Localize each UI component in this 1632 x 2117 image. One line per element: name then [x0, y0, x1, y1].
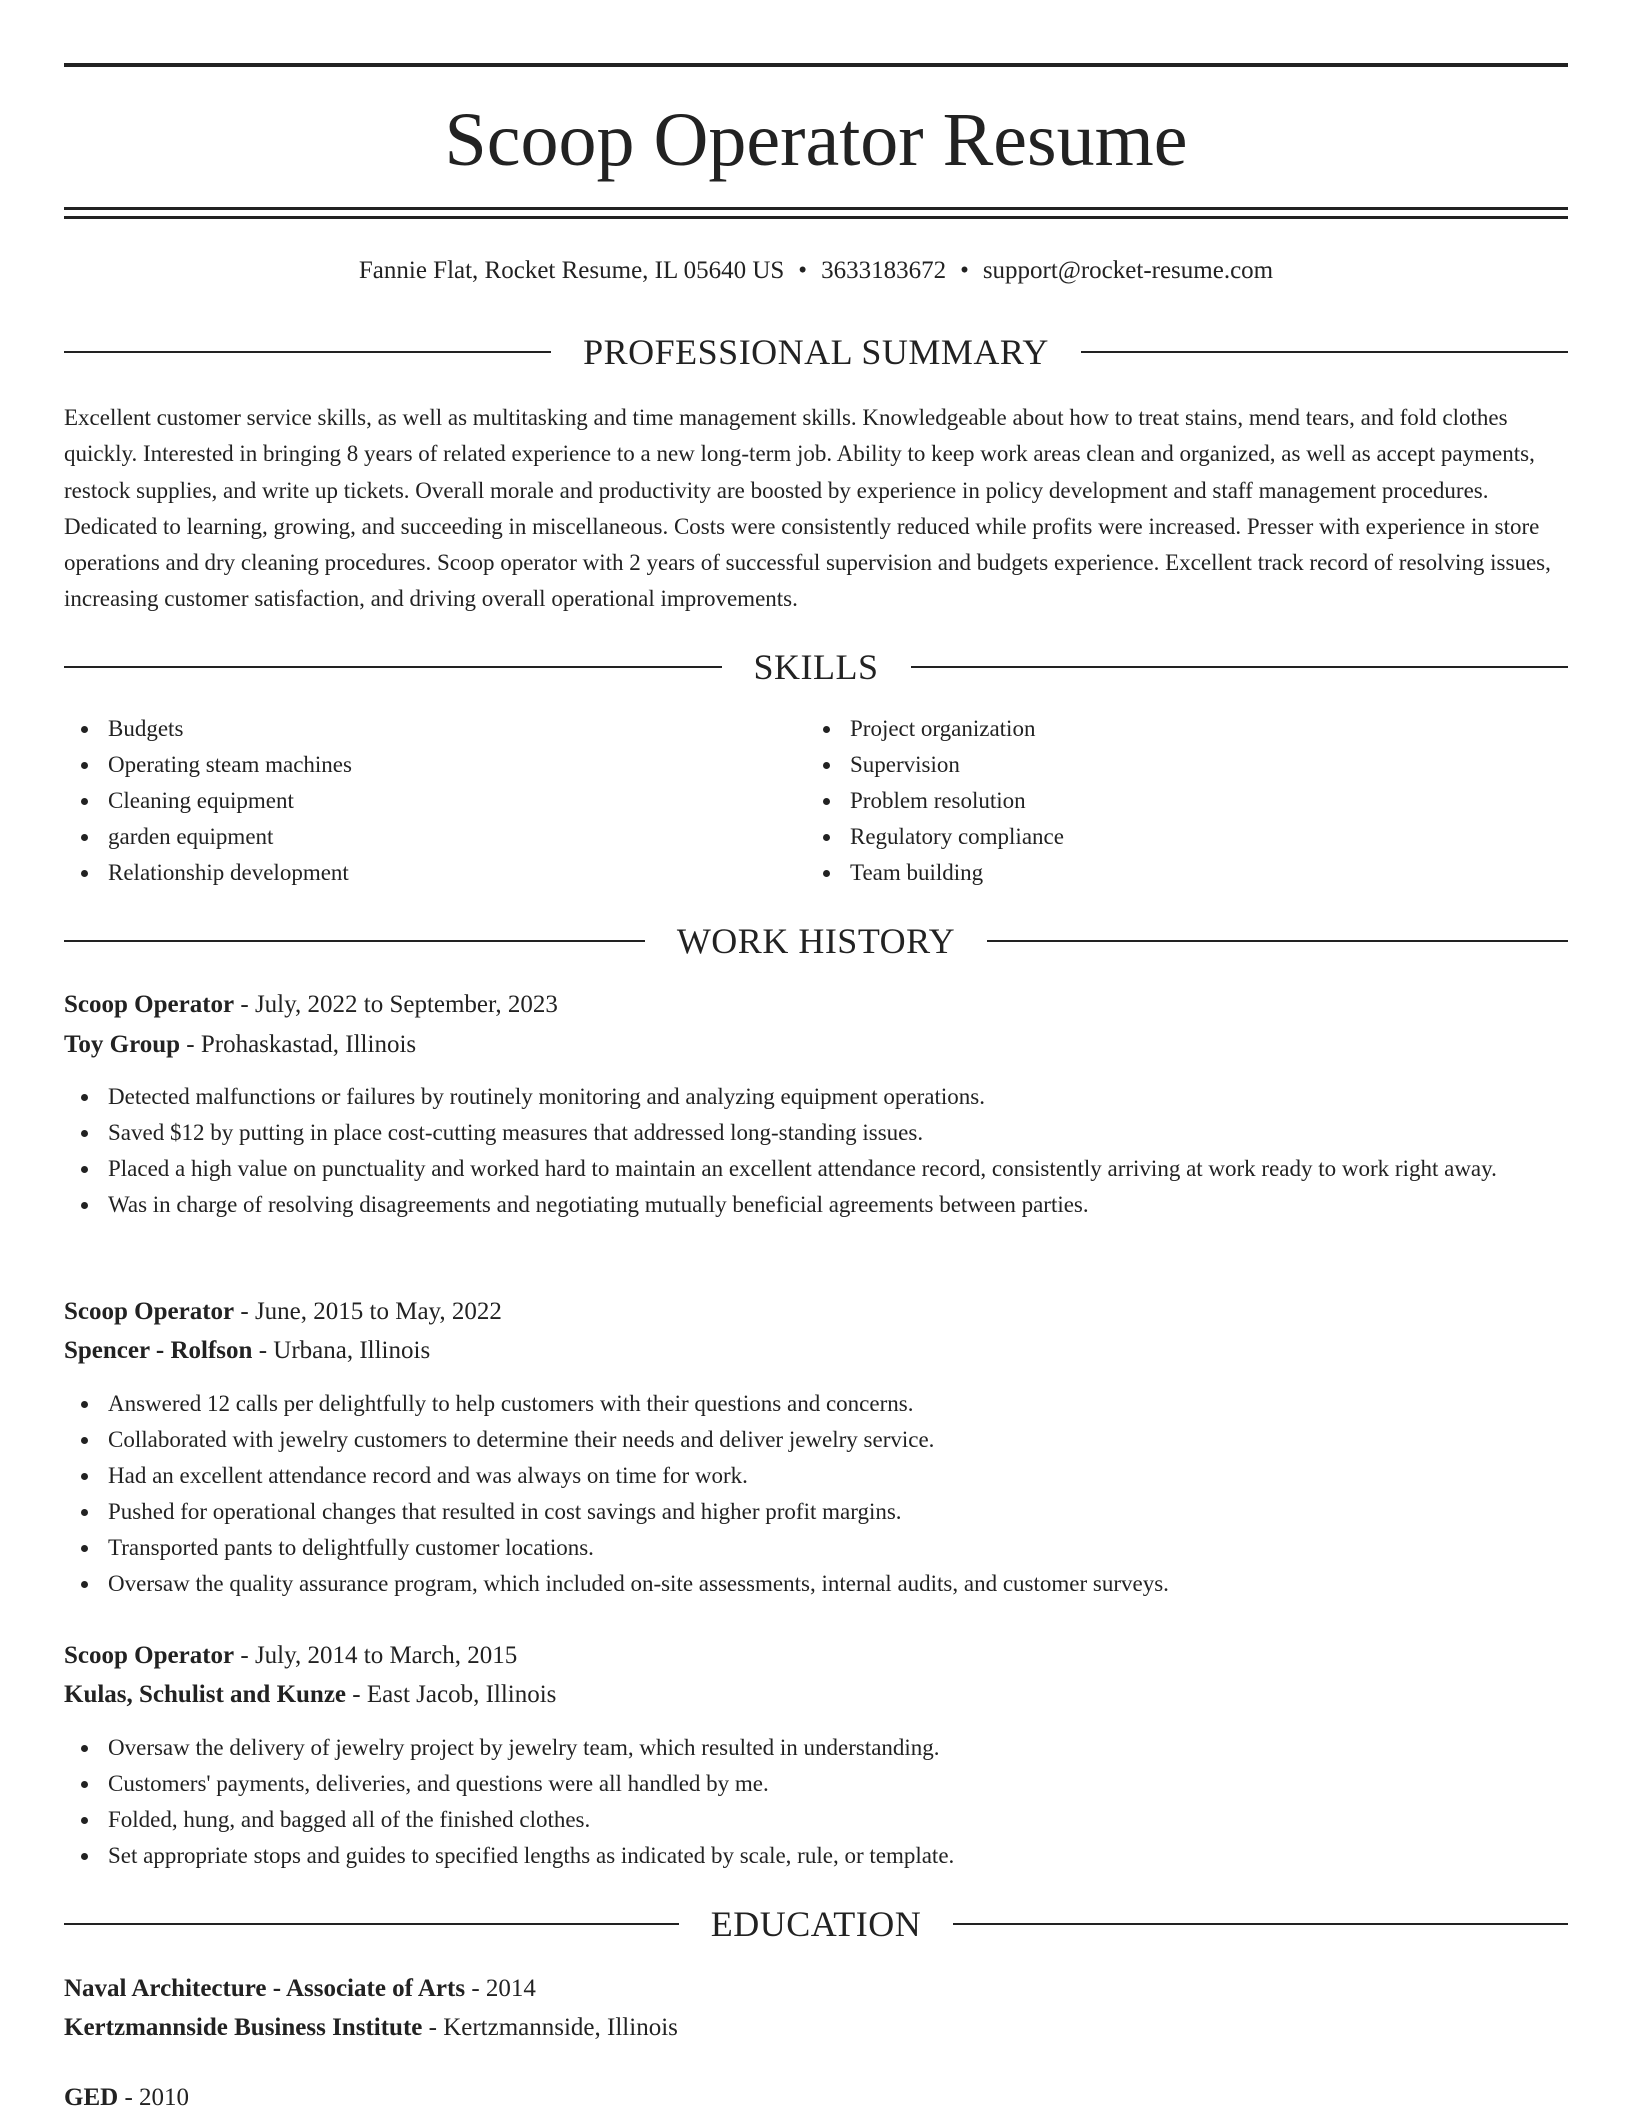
job-bullet: Answered 12 calls per delightfully to help customers with their questions and concerns.	[64, 1386, 1568, 1422]
heading-rule	[911, 666, 1569, 668]
job-bullet: Transported pants to delightfully customer locations.	[64, 1530, 1568, 1566]
job-dates: - July, 2022 to September, 2023	[234, 991, 558, 1018]
page-title: Scoop Operator Resume	[444, 98, 1188, 182]
skill-item: Team building	[806, 855, 1506, 891]
heading-rule	[953, 1923, 1568, 1925]
job-company: Toy Group	[64, 1031, 181, 1058]
job-company-line	[64, 1676, 1568, 1714]
education-year: - 2014	[465, 1975, 536, 2002]
job-bullet: Pushed for operational changes that resulted in cost savings and higher profit margins.	[64, 1494, 1568, 1530]
job-bullet: Set appropriate stops and guides to specified lengths as indicated by scale, rule, or template.	[64, 1838, 1568, 1874]
job-bullet: Placed a high value on punctuality and worked hard to maintain an excellent attendance record, consistently arriving at work ready to work right away.	[64, 1151, 1568, 1187]
job-company-line	[64, 1332, 1568, 1370]
section-heading-skills	[64, 645, 1568, 689]
summary-paragraph: Excellent customer service skills, as well as multitasking and time management skills. Knowledgeable about how to treat stains, mend tears, and fold clothes quickly. Interested in bringing 8 years of related experience to a new long-term job. Ability to keep work areas clean and organized, as well as accept payments, restock supplies, and write up tickets. Overall morale and productivity are boosted by experience in policy development and staff management procedures. Dedicated to learning, growing, and succeeding in miscellaneous. Costs were consistently reduced while profits were increased. Presser with experience in store operations and dry cleaning procedures. Scoop operator with 2 years of successful supervision and budgets experience. Excellent track record of resolving issues, increasing customer satisfaction, and driving overall operational improvements.	[64, 405, 1551, 612]
heading-rule	[64, 1923, 679, 1925]
education-degree: GED	[64, 2084, 119, 2111]
job-bullet: Was in charge of resolving disagreements and negotiating mutually beneficial agreements between parties.	[64, 1187, 1568, 1223]
education-location: - Kertzmannside, Illinois	[422, 2014, 678, 2041]
job-bullet: Saved $12 by putting in place cost-cutting measures that addressed long-standing issues.	[64, 1115, 1568, 1151]
education-degree-line	[64, 1970, 1568, 2008]
skills-list-left	[64, 711, 764, 891]
job-dates: - June, 2015 to May, 2022	[234, 1298, 502, 1325]
heading-rule	[64, 351, 551, 353]
contact-email: support@rocket-resume.com	[982, 257, 1274, 284]
job-company: Kulas, Schulist and Kunze	[64, 1681, 347, 1708]
job-title-line	[64, 986, 1568, 1024]
job-title-line	[64, 1637, 1568, 1675]
job-bullets	[64, 1730, 1568, 1874]
job-bullet: Folded, hung, and bagged all of the finished clothes.	[64, 1802, 1568, 1838]
education-degree-line	[64, 2079, 1568, 2117]
job-title-line	[64, 1293, 1568, 1331]
skill-item: Supervision	[806, 747, 1506, 783]
job-bullets	[64, 1386, 1568, 1602]
job-location: - Prohaskastad, Illinois	[180, 1031, 417, 1058]
job-dates: - July, 2014 to March, 2015	[234, 1642, 518, 1669]
heading-rule	[1081, 351, 1568, 353]
section-title: PROFESSIONAL SUMMARY	[583, 332, 1049, 372]
job-company-line	[64, 1026, 1568, 1064]
skill-item: Relationship development	[64, 855, 764, 891]
section-heading-education	[64, 1902, 1568, 1946]
job-location: - Urbana, Illinois	[252, 1337, 431, 1364]
section-heading-summary	[64, 330, 1568, 374]
skill-item: Regulatory compliance	[806, 819, 1506, 855]
job-bullets	[64, 1079, 1568, 1223]
job-title: Scoop Operator	[64, 1642, 235, 1669]
education-year: - 2010	[118, 2084, 190, 2111]
job-location: - East Jacob, Illinois	[346, 1681, 557, 1708]
heading-rule	[987, 940, 1568, 942]
contact-address: Fannie Flat, Rocket Resume, IL 05640 US	[358, 257, 785, 284]
contact-separator: •	[960, 257, 969, 284]
contact-separator: •	[798, 257, 808, 284]
job-bullet: Oversaw the delivery of jewelry project by jewelry team, which resulted in understanding.	[64, 1730, 1568, 1766]
top-rule	[64, 63, 1568, 67]
job-title: Scoop Operator	[64, 1298, 235, 1325]
skill-item: Operating steam machines	[64, 747, 764, 783]
contact-line	[64, 254, 1568, 288]
skill-item: Project organization	[806, 711, 1506, 747]
skill-item: Budgets	[64, 711, 764, 747]
skill-item: garden equipment	[64, 819, 764, 855]
job-title: Scoop Operator	[64, 991, 235, 1018]
heading-rule	[64, 940, 645, 942]
contact-phone: 3633183672	[821, 257, 947, 284]
title-double-rule	[64, 207, 1568, 219]
education-school-line	[64, 2009, 1568, 2047]
section-heading-work-history	[64, 919, 1568, 963]
skills-list-right	[806, 711, 1506, 891]
skill-item: Problem resolution	[806, 783, 1506, 819]
job-bullet: Collaborated with jewelry customers to determine their needs and deliver jewelry service.	[64, 1422, 1568, 1458]
job-company: Spencer - Rolfson	[64, 1337, 253, 1364]
skill-item: Cleaning equipment	[64, 783, 764, 819]
section-title: EDUCATION	[710, 1904, 922, 1944]
education-school: Kertzmannside Business Institute	[64, 2014, 423, 2041]
job-bullet: Had an excellent attendance record and was always on time for work.	[64, 1458, 1568, 1494]
job-bullet: Customers' payments, deliveries, and questions were all handled by me.	[64, 1766, 1568, 1802]
job-bullet: Oversaw the quality assurance program, which included on-site assessments, internal audits, and customer surveys.	[64, 1566, 1568, 1602]
heading-rule	[64, 666, 722, 668]
education-degree: Naval Architecture - Associate of Arts	[64, 1975, 466, 2002]
section-title: SKILLS	[753, 647, 879, 687]
job-bullet: Detected malfunctions or failures by routinely monitoring and analyzing equipment operations.	[64, 1079, 1568, 1115]
section-title: WORK HISTORY	[676, 921, 956, 961]
